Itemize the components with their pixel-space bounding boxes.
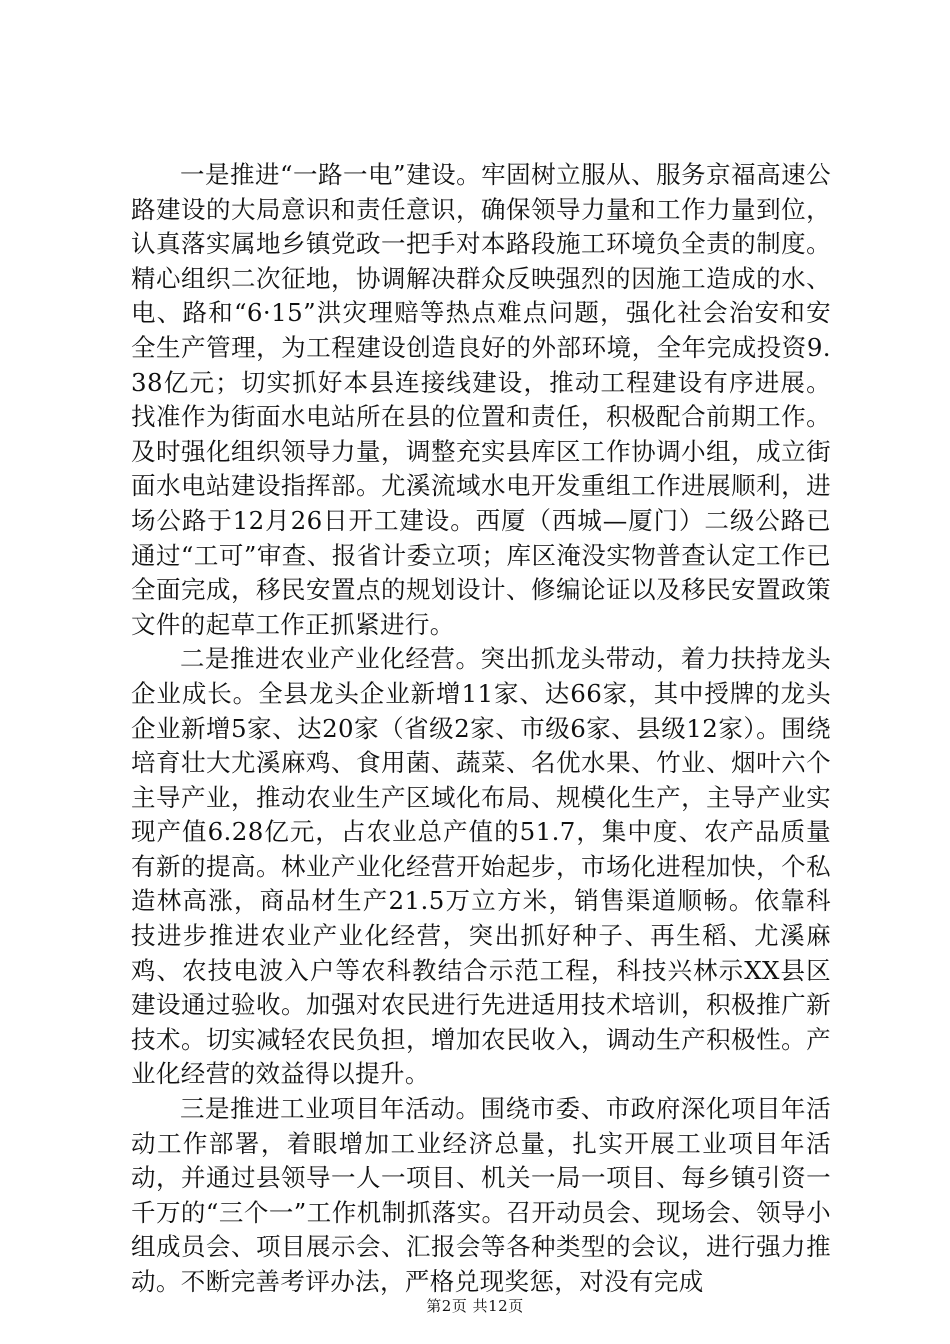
body-text [131,158,831,1300]
paragraph-road-power: 一是推进“一路一电”建设。牢固树立服从、服务京福高速公路建设的大局意识和责任意识，确保领导力量和工作力量到位，认真落实属地乡镇党政一把手对本路段施工环境负全责的制度。精心组织二次征地，协调解决群众反映强烈的因施工造成的水、电、路和“6·15”洪灾理赔等热点难点问题，强化社会治安和安全生产管理，为工程建设创造良好的外部环境，全年完成投资9.38亿元；切实抓好本县连接线建设，推动工程建设有序进展。找准作为街面水电站所在县的位置和责任，积极配合前期工作。及时强化组织领导力量，调整充实县库区工作协调小组，成立街面水电站建设指挥部。尤溪流域水电开发重组工作进展顺利，进场公路于12月26日开工建设。西厦（西城—厦门）二级公路已通过“工可”审查、报省计委立项；库区淹没实物普查认定工作已全面完成，移民安置点的规划设计、修编论证以及移民安置政策文件的起草工作正抓紧进行。 [131,160,831,639]
paragraph-agriculture: 二是推进农业产业化经营。突出抓龙头带动，着力扶持龙头企业成长。全县龙头企业新增11家、达66家，其中授牌的龙头企业新增5家、达20家（省级2家、市级6家、县级12家）。围绕培育壮大尤溪麻鸡、食用菌、蔬菜、名优水果、竹业、烟叶六个主导产业，推动农业生产区域化布局、规模化生产，主导产业实现产值6.28亿元，占农业总产值的51.7，集中度、农产品质量有新的提高。林业产业化经营开始起步，市场化进程加快，个私造林高涨，商品材生产21.5万立方米，销售渠道顺畅。依靠科技进步推进农业产业化经营，突出抓好种子、再生稻、尤溪麻鸡、农技电波入户等农科教结合示范工程，科技兴林示XX县区建设通过验收。加强对农民进行先进适用技术培训，积极推广新技术。切实减轻农民负担，增加农民收入，调动生产积极性。产业化经营的效益得以提升。 [131,644,831,1089]
page-number-footer: 第2页 共12页 [426,1297,524,1315]
paragraph-industry: 三是推进工业项目年活动。围绕市委、市政府深化项目年活动工作部署，着眼增加工业经济总量，扎实开展工业项目年活动，并通过县领导一人一项目、机关一局一项目、每乡镇引资一千万的“三个一”工作机制抓落实。召开动员会、现场会、领导小组成员会、项目展示会、汇报会等各种类型的会议，进行强力推动。不断完善考评办法，严格兑现奖惩，对没有完成 [131,1094,831,1296]
